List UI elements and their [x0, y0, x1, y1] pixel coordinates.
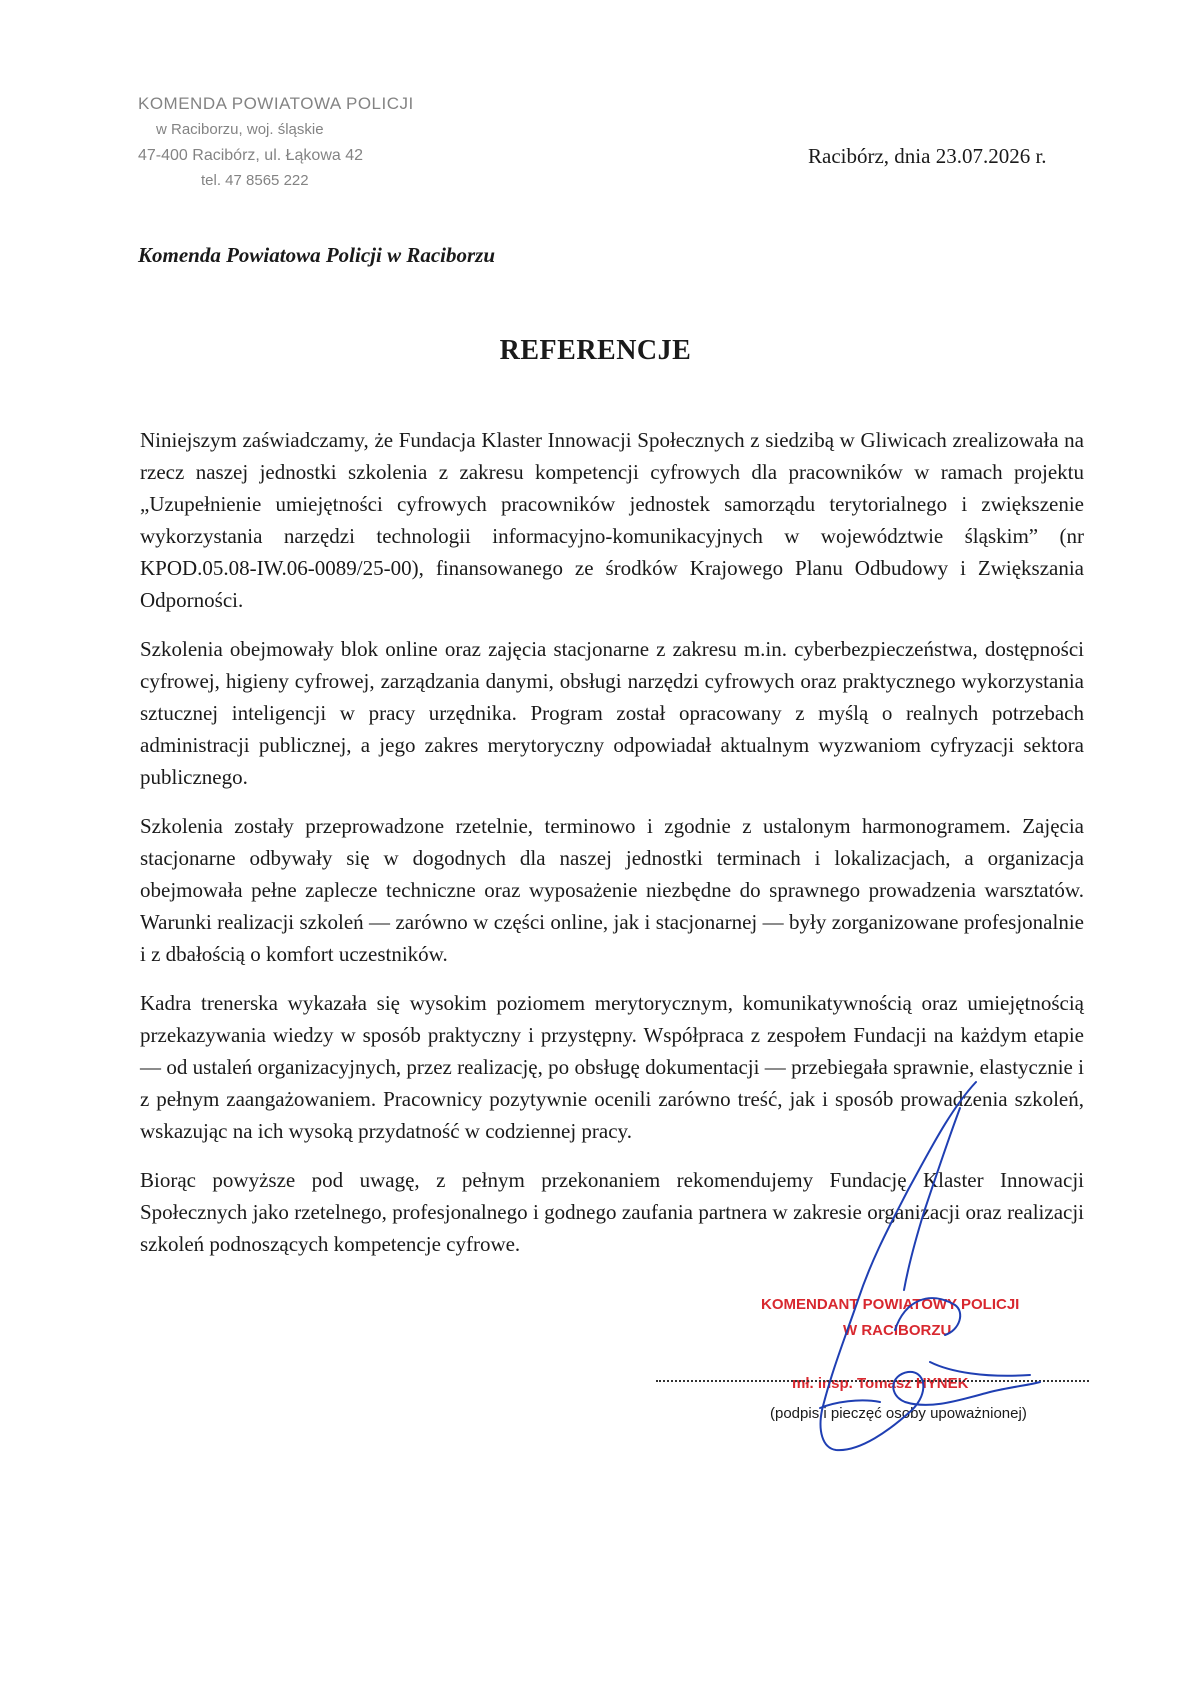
header-stamp-line-2: w Raciborzu, woj. śląskie — [156, 121, 324, 138]
document-date: Racibórz, dnia 23.07.2026 r. — [808, 144, 1047, 168]
addressee: Komenda Powiatowa Policji w Raciborzu — [138, 243, 496, 267]
header-stamp-line-4: tel. 47 8565 222 — [201, 172, 309, 189]
paragraph-3: Szkolenia zostały przeprowadzone rzetelnie, terminowo i zgodnie z ustalonym harmonogramem. Zajęcia stacjonarne odbywały się w dogodnych dla naszej jednostki terminach i lokalizacjach, a organizacja obejmowała pełne zaplecze techniczne oraz wyposażenie niezbędne do sprawnego prowadzenia warsztatów. Warunki realizacji szkoleń — zarówno w części online, jak i stacjonarnej — były zorganizowane profesjonalnie i z dbałością o komfort uczestników. — [140, 814, 1084, 966]
paragraph-1: Niniejszym zaświadczamy, że Fundacja Klaster Innowacji Społecznych z siedzibą w Gliwicach zrealizowała na rzecz naszej jednostki szkolenia z zakresu kompetencji cyfrowych dla pracowników w ramach projektu „Uzupełnienie umiejętności cyfrowych pracowników jednostek samorządu terytorialnego i zwiększenie wykorzystania narzędzi technologii informacyjno-komunikacyjnych w województwie śląskim” (nr KPOD.05.08-IW.06-0089/25-00), finansowanego ze środków Krajowego Planu Odbudowy i Zwiększania Odporności. — [140, 428, 1084, 612]
header-stamp — [138, 86, 423, 198]
paragraph-2: Szkolenia obejmowały blok online oraz zajęcia stacjonarne z zakresu m.in. cyberbezpieczeństwa, dostępności cyfrowej, higieny cyfrowej, zarządzania danymi, obsługi narzędzi cyfrowych oraz praktycznego wykorzystania sztucznej inteligencji w pracy urzędnika. Program został opracowany z myślą o realnych potrzebach administracji publicznej, a jego zakres merytoryczny odpowiadał aktualnym wyzwaniom cyfryzacji sektora publicznego. — [140, 637, 1084, 789]
official-stamp-name: mł. insp. Tomasz HYNEK — [792, 1375, 969, 1392]
document-title: REFERENCJE — [499, 335, 692, 366]
paragraph-5: Biorąc powyższe pod uwagę, z pełnym przekonaniem rekomendujemy Fundację Klaster Innowacji Społecznych jako rzetelnego, profesjonalnego i godnego zaufania partnera w zakresie organizacji oraz realizacji szkoleń podnoszących kompetencje cyfrowe. — [140, 1168, 1084, 1256]
official-stamp-title: KOMENDANT POWIATOWY POLICJI — [761, 1296, 1020, 1313]
header-stamp-line-3: 47-400 Racibórz, ul. Łąkowa 42 — [138, 147, 364, 164]
paragraph-4: Kadra trenerska wykazała się wysokim poziomem merytorycznym, komunikatywnością oraz umiejętnością przekazywania wiedzy w sposób praktyczny i przystępny. Współpraca z zespołem Fundacji na każdym etapie — od ustaleń organizacyjnych, przez realizację, po obsługę dokumentacji — przebiegała sprawnie, elastycznie i z pełnym zaangażowaniem. Pracownicy pozytywnie ocenili zarówno treść, jak i sposób prowadzenia szkoleń, wskazując na ich wysoką przydatność w codziennej pracy. — [140, 991, 1084, 1143]
signature-line — [656, 1380, 1089, 1382]
signature-caption: (podpis i pieczęć osoby upoważnionej) — [770, 1405, 1027, 1422]
official-stamp-location: W RACIBORZU — [843, 1322, 952, 1339]
document-body — [140, 424, 1084, 1277]
header-stamp-line-1: KOMENDA POWIATOWA POLICJI — [138, 94, 414, 113]
